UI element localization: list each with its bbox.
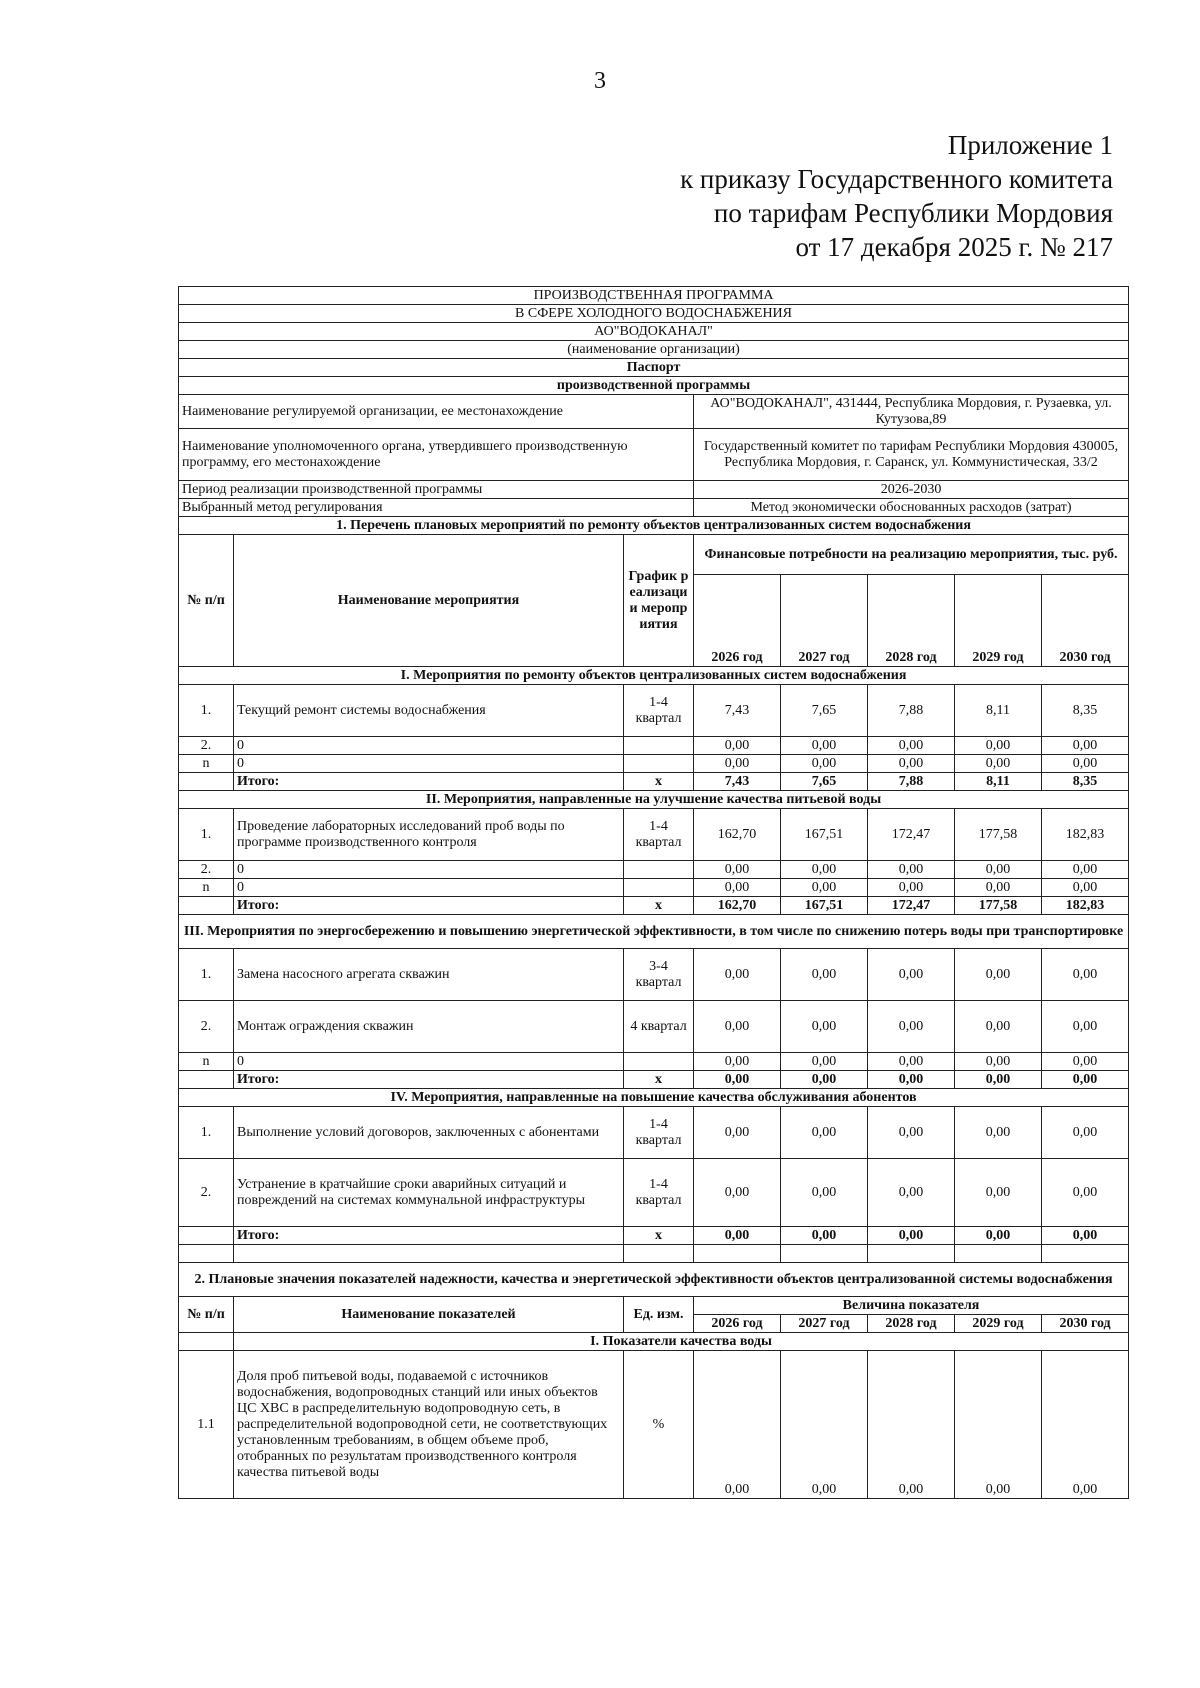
finance-value: 0,00 (781, 1107, 868, 1159)
finance-value: 0,00 (955, 737, 1042, 755)
total-value: 182,83 (1042, 897, 1129, 915)
activity-name: 0 (234, 755, 624, 773)
total-value: 8,35 (1042, 773, 1129, 791)
col-header-year: 2027 год (781, 575, 868, 667)
total-value: 0,00 (781, 1071, 868, 1089)
finance-value: 0,00 (868, 949, 955, 1001)
activity-schedule: 1-4 квартал (624, 1159, 694, 1227)
total-mark: х (624, 1227, 694, 1245)
row-number: n (179, 879, 234, 897)
activity-schedule: 1-4 квартал (624, 809, 694, 861)
indicator-value: 0,00 (781, 1351, 868, 1499)
total-spacer (179, 1227, 234, 1245)
activity-schedule (624, 737, 694, 755)
appendix-block (680, 128, 1113, 264)
row-number: 2. (179, 861, 234, 879)
finance-value: 0,00 (694, 1001, 781, 1053)
total-value: 0,00 (694, 1227, 781, 1245)
total-value: 0,00 (868, 1071, 955, 1089)
blank-cell (694, 1245, 781, 1263)
finance-value: 182,83 (1042, 809, 1129, 861)
finance-value: 0,00 (781, 737, 868, 755)
activity-name: 0 (234, 879, 624, 897)
passport-label-period: Период реализации производственной программы (179, 481, 694, 499)
col-header-year: 2030 год (1042, 1315, 1129, 1333)
finance-value: 0,00 (868, 755, 955, 773)
row-number: 1. (179, 685, 234, 737)
program-title-1: ПРОИЗВОДСТВЕННАЯ ПРОГРАММА (179, 287, 1129, 305)
group-title: IV. Мероприятия, направленные на повышение качества обслуживания абонентов (179, 1089, 1129, 1107)
activity-schedule (624, 1053, 694, 1071)
col-header-year: 2028 год (868, 575, 955, 667)
activity-name: Текущий ремонт системы водоснабжения (234, 685, 624, 737)
finance-value: 0,00 (868, 1053, 955, 1071)
col-header-year: 2029 год (955, 575, 1042, 667)
indicator-unit: % (624, 1351, 694, 1499)
total-value: 0,00 (781, 1227, 868, 1245)
indicator-name: Доля проб питьевой воды, подаваемой с источников водоснабжения, водопроводных станций или иных объектов ЦС ХВС в распределительную водопроводную сеть, в распределительной водопроводной сети, не соответствующих установленным требованиям, в общем объеме проб, отобранных по результатам производственного контроля качества питьевой воды (234, 1351, 624, 1499)
total-label: Итого: (234, 897, 624, 915)
blank-cell (624, 1245, 694, 1263)
finance-value: 172,47 (868, 809, 955, 861)
indicator-value: 0,00 (694, 1351, 781, 1499)
col-header-year: 2027 год (781, 1315, 868, 1333)
appendix-line-2: к приказу Государственного комитета (680, 164, 1113, 194)
row-number: n (179, 755, 234, 773)
finance-value: 0,00 (1042, 949, 1129, 1001)
finance-value: 177,58 (955, 809, 1042, 861)
finance-value: 0,00 (694, 861, 781, 879)
finance-value: 7,43 (694, 685, 781, 737)
blank-cell (234, 1245, 624, 1263)
total-mark: х (624, 773, 694, 791)
finance-value: 0,00 (781, 949, 868, 1001)
activity-name: 0 (234, 737, 624, 755)
total-label: Итого: (234, 773, 624, 791)
total-value: 0,00 (868, 1227, 955, 1245)
activity-schedule (624, 879, 694, 897)
production-program-table (178, 286, 1129, 1499)
finance-value: 0,00 (694, 755, 781, 773)
activity-name: 0 (234, 861, 624, 879)
blank-cell (1042, 1245, 1129, 1263)
organization-name: АО"ВОДОКАНАЛ" (179, 323, 1129, 341)
appendix-line-1: Приложение 1 (947, 130, 1113, 160)
finance-value: 7,65 (781, 685, 868, 737)
finance-value: 0,00 (781, 1001, 868, 1053)
activity-schedule (624, 755, 694, 773)
passport-label-org: Наименование регулируемой организации, ее местонахождение (179, 395, 694, 429)
activity-schedule: 1-4 квартал (624, 1107, 694, 1159)
total-spacer (179, 773, 234, 791)
row-number: 1. (179, 1107, 234, 1159)
indicator-value: 0,00 (955, 1351, 1042, 1499)
total-value: 7,43 (694, 773, 781, 791)
page-number: 3 (594, 68, 606, 94)
finance-value: 0,00 (781, 861, 868, 879)
section1-title: 1. Перечень плановых мероприятий по ремонту объектов централизованных систем водоснабжения (179, 517, 1129, 535)
section2-title: 2. Плановые значения показателей надежности, качества и энергетической эффективности объектов централизованной системы водоснабжения (179, 1263, 1129, 1297)
finance-value: 0,00 (955, 879, 1042, 897)
total-value: 167,51 (781, 897, 868, 915)
passport-value-authority: Государственный комитет по тарифам Республики Мордовия 430005, Республика Мордовия, г. Саранск, ул. Коммунистическая, 33/2 (694, 429, 1129, 481)
group-spacer (179, 1333, 234, 1351)
program-title-2: В СФЕРЕ ХОЛОДНОГО ВОДОСНАБЖЕНИЯ (179, 305, 1129, 323)
finance-value: 0,00 (781, 879, 868, 897)
activity-schedule (624, 861, 694, 879)
total-value: 0,00 (1042, 1071, 1129, 1089)
activity-name: 0 (234, 1053, 624, 1071)
total-value: 172,47 (868, 897, 955, 915)
finance-value: 0,00 (868, 879, 955, 897)
passport-heading: Паспорт (179, 359, 1129, 377)
finance-value: 7,88 (868, 685, 955, 737)
finance-value: 0,00 (868, 1159, 955, 1227)
row-number: n (179, 1053, 234, 1071)
total-value: 177,58 (955, 897, 1042, 915)
finance-value: 0,00 (781, 1159, 868, 1227)
row-number: 2. (179, 737, 234, 755)
organization-caption: (наименование организации) (179, 341, 1129, 359)
row-number: 1. (179, 949, 234, 1001)
finance-value: 0,00 (868, 1001, 955, 1053)
finance-value: 167,51 (781, 809, 868, 861)
finance-value: 162,70 (694, 809, 781, 861)
finance-value: 0,00 (694, 949, 781, 1001)
total-value: 0,00 (694, 1071, 781, 1089)
finance-value: 0,00 (694, 1159, 781, 1227)
appendix-line-3: по тарифам Республики Мордовия (713, 198, 1113, 228)
col-header-indicator: Наименование показателей (234, 1297, 624, 1333)
activity-name: Проведение лабораторных исследований проб воды по программе производственного контроля (234, 809, 624, 861)
total-spacer (179, 897, 234, 915)
finance-value: 0,00 (955, 1159, 1042, 1227)
finance-value: 0,00 (1042, 755, 1129, 773)
finance-value: 0,00 (781, 755, 868, 773)
total-value: 8,11 (955, 773, 1042, 791)
total-value: 0,00 (955, 1071, 1042, 1089)
activity-name: Устранение в кратчайшие сроки аварийных ситуаций и повреждений на системах коммунальной инфраструктуры (234, 1159, 624, 1227)
finance-value: 0,00 (1042, 737, 1129, 755)
activity-schedule: 3-4 квартал (624, 949, 694, 1001)
total-spacer (179, 1071, 234, 1089)
finance-value: 0,00 (1042, 861, 1129, 879)
passport-subheading: производственной программы (179, 377, 1129, 395)
col-header-schedule: График реализации мероприятия (624, 535, 694, 667)
col-header-finance: Финансовые потребности на реализацию мероприятия, тыс. руб. (694, 535, 1129, 575)
col-header-year: 2026 год (694, 575, 781, 667)
activity-name: Выполнение условий договоров, заключенных с абонентами (234, 1107, 624, 1159)
finance-value: 0,00 (955, 1053, 1042, 1071)
finance-value: 0,00 (694, 1107, 781, 1159)
finance-value: 0,00 (955, 861, 1042, 879)
col-header-year: 2030 год (1042, 575, 1129, 667)
row-number: 2. (179, 1001, 234, 1053)
finance-value: 0,00 (1042, 1107, 1129, 1159)
total-value: 0,00 (955, 1227, 1042, 1245)
group-title: I. Показатели качества воды (234, 1333, 1129, 1351)
row-number: 2. (179, 1159, 234, 1227)
finance-value: 8,11 (955, 685, 1042, 737)
passport-value-org: АО"ВОДОКАНАЛ", 431444, Республика Мордовия, г. Рузаевка, ул. Кутузова,89 (694, 395, 1129, 429)
finance-value: 0,00 (868, 1107, 955, 1159)
col-header-year: 2026 год (694, 1315, 781, 1333)
passport-value-method: Метод экономически обоснованных расходов (затрат) (694, 499, 1129, 517)
activity-schedule: 4 квартал (624, 1001, 694, 1053)
finance-value: 0,00 (1042, 1159, 1129, 1227)
appendix-line-4: от 17 декабря 2025 г. № 217 (795, 232, 1113, 262)
activity-name: Монтаж ограждения скважин (234, 1001, 624, 1053)
activity-schedule: 1-4 квартал (624, 685, 694, 737)
total-mark: х (624, 1071, 694, 1089)
finance-value: 0,00 (955, 755, 1042, 773)
blank-cell (868, 1245, 955, 1263)
group-title: III. Мероприятия по энергосбережению и повышению энергетической эффективности, в том числе по снижению потерь воды при транспортировке (179, 915, 1129, 949)
total-value: 0,00 (1042, 1227, 1129, 1245)
col-header-activity: Наименование мероприятия (234, 535, 624, 667)
col-header-value: Величина показателя (694, 1297, 1129, 1315)
total-label: Итого: (234, 1071, 624, 1089)
finance-value: 0,00 (868, 861, 955, 879)
finance-value: 0,00 (694, 1053, 781, 1071)
passport-label-authority: Наименование уполномоченного органа, утвердившего производственную программу, его местонахождение (179, 429, 694, 481)
blank-cell (179, 1245, 234, 1263)
row-number: 1. (179, 809, 234, 861)
row-number: 1.1 (179, 1351, 234, 1499)
blank-cell (781, 1245, 868, 1263)
finance-value: 8,35 (1042, 685, 1129, 737)
total-value: 162,70 (694, 897, 781, 915)
finance-value: 0,00 (955, 1107, 1042, 1159)
indicator-value: 0,00 (1042, 1351, 1129, 1499)
finance-value: 0,00 (1042, 879, 1129, 897)
total-mark: х (624, 897, 694, 915)
blank-cell (955, 1245, 1042, 1263)
finance-value: 0,00 (781, 1053, 868, 1071)
activity-name: Замена насосного агрегата скважин (234, 949, 624, 1001)
col-header-number: № п/п (179, 535, 234, 667)
finance-value: 0,00 (1042, 1053, 1129, 1071)
col-header-year: 2029 год (955, 1315, 1042, 1333)
indicator-value: 0,00 (868, 1351, 955, 1499)
col-header-year: 2028 год (868, 1315, 955, 1333)
total-label: Итого: (234, 1227, 624, 1245)
passport-label-method: Выбранный метод регулирования (179, 499, 694, 517)
finance-value: 0,00 (694, 737, 781, 755)
passport-value-period: 2026-2030 (694, 481, 1129, 499)
finance-value: 0,00 (955, 949, 1042, 1001)
total-value: 7,65 (781, 773, 868, 791)
col-header-unit: Ед. изм. (624, 1297, 694, 1333)
finance-value: 0,00 (1042, 1001, 1129, 1053)
group-title: I. Мероприятия по ремонту объектов централизованных систем водоснабжения (179, 667, 1129, 685)
finance-value: 0,00 (694, 879, 781, 897)
total-value: 7,88 (868, 773, 955, 791)
finance-value: 0,00 (955, 1001, 1042, 1053)
finance-value: 0,00 (868, 737, 955, 755)
group-title: II. Мероприятия, направленные на улучшение качества питьевой воды (179, 791, 1129, 809)
col-header-number: № п/п (179, 1297, 234, 1333)
